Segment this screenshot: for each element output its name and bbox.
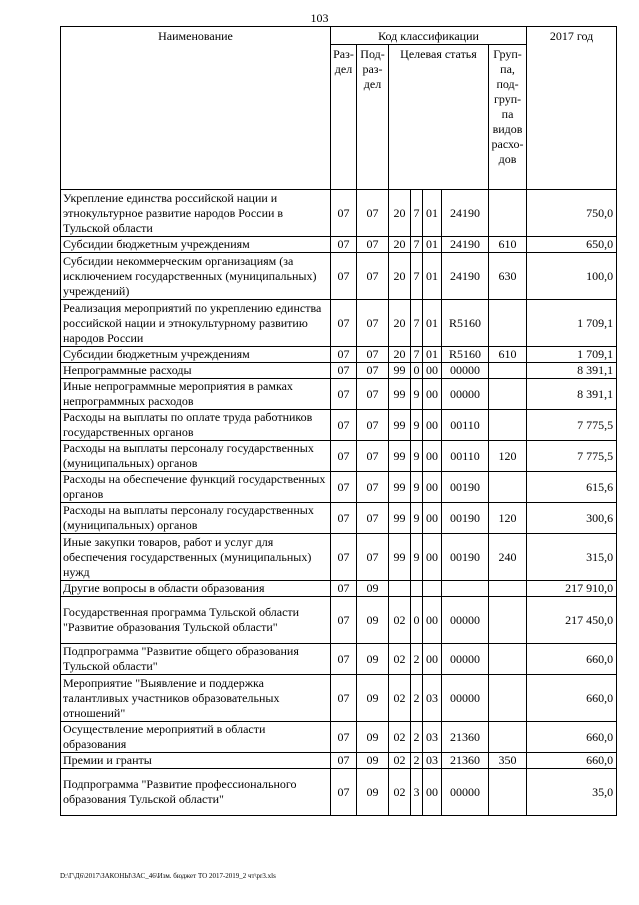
- row-amount: 650,0: [527, 237, 617, 253]
- row-expense-group: [489, 644, 527, 675]
- header-year: 2017 год: [527, 27, 617, 190]
- row-target-event: 00: [423, 503, 442, 534]
- row-target-direction: 21360: [442, 753, 489, 769]
- row-target-subprogram: 2: [411, 753, 423, 769]
- row-target-subprogram: 7: [411, 347, 423, 363]
- row-target-direction: 00000: [442, 379, 489, 410]
- header-podrazdel: Под- раз- дел: [357, 45, 389, 190]
- table-row: [61, 237, 617, 253]
- row-amount: 217 450,0: [527, 597, 617, 644]
- table-row: [61, 347, 617, 363]
- row-podrazdel: 09: [357, 675, 389, 722]
- header-target: Целевая статья: [389, 45, 489, 190]
- row-name: Мероприятие "Выявление и поддержка талантливых участников образовательных отношений": [61, 675, 331, 722]
- row-target-direction: 00000: [442, 597, 489, 644]
- row-amount: 100,0: [527, 253, 617, 300]
- row-razdel: 07: [331, 237, 357, 253]
- row-target-program: 02: [389, 675, 411, 722]
- row-name: Субсидии бюджетным учреждениям: [61, 347, 331, 363]
- row-target-event: 01: [423, 253, 442, 300]
- row-razdel: 07: [331, 534, 357, 581]
- row-target-program: 02: [389, 597, 411, 644]
- row-amount: 300,6: [527, 503, 617, 534]
- row-podrazdel: 07: [357, 300, 389, 347]
- row-amount: 8 391,1: [527, 363, 617, 379]
- table-row: [61, 410, 617, 441]
- row-target-program: 02: [389, 769, 411, 816]
- row-target-event: [423, 581, 442, 597]
- table-row: [61, 379, 617, 410]
- row-target-subprogram: 0: [411, 363, 423, 379]
- row-razdel: 07: [331, 363, 357, 379]
- row-amount: 315,0: [527, 534, 617, 581]
- row-razdel: 07: [331, 581, 357, 597]
- table-row: [61, 472, 617, 503]
- row-amount: 660,0: [527, 644, 617, 675]
- row-name: Расходы на выплаты персоналу государственных (муниципальных) органов: [61, 441, 331, 472]
- row-target-direction: 24190: [442, 237, 489, 253]
- row-razdel: 07: [331, 769, 357, 816]
- row-expense-group: 610: [489, 237, 527, 253]
- row-target-program: 99: [389, 441, 411, 472]
- row-target-direction: 00000: [442, 363, 489, 379]
- row-podrazdel: 07: [357, 441, 389, 472]
- row-razdel: 07: [331, 597, 357, 644]
- row-amount: 1 709,1: [527, 300, 617, 347]
- row-expense-group: [489, 769, 527, 816]
- table-row: [61, 300, 617, 347]
- row-target-direction: 21360: [442, 722, 489, 753]
- row-expense-group: [489, 722, 527, 753]
- row-target-subprogram: 2: [411, 644, 423, 675]
- row-target-event: 00: [423, 597, 442, 644]
- row-name: Расходы на обеспечение функций государственных органов: [61, 472, 331, 503]
- row-name: Подпрограмма "Развитие профессионального образования Тульской области": [61, 769, 331, 816]
- table-body: [61, 190, 617, 816]
- row-target-event: 00: [423, 769, 442, 816]
- row-target-program: 02: [389, 753, 411, 769]
- row-target-direction: 00000: [442, 675, 489, 722]
- row-podrazdel: 07: [357, 472, 389, 503]
- row-podrazdel: 07: [357, 190, 389, 237]
- row-amount: 660,0: [527, 722, 617, 753]
- row-amount: 7 775,5: [527, 441, 617, 472]
- row-target-direction: 00110: [442, 441, 489, 472]
- table-row: [61, 190, 617, 237]
- header-group: Груп- па, под- груп- па видов расхо- дов: [489, 45, 527, 190]
- row-target-program: 20: [389, 347, 411, 363]
- row-target-event: 00: [423, 410, 442, 441]
- row-target-program: 02: [389, 722, 411, 753]
- row-expense-group: [489, 300, 527, 347]
- table-row: [61, 753, 617, 769]
- row-podrazdel: 09: [357, 597, 389, 644]
- table-row: [61, 722, 617, 753]
- row-podrazdel: 07: [357, 410, 389, 441]
- row-target-program: 20: [389, 190, 411, 237]
- row-expense-group: [489, 190, 527, 237]
- row-target-direction: R5160: [442, 347, 489, 363]
- row-razdel: 07: [331, 190, 357, 237]
- row-name: Другие вопросы в области образования: [61, 581, 331, 597]
- row-podrazdel: 09: [357, 581, 389, 597]
- row-podrazdel: 07: [357, 253, 389, 300]
- row-name: Иные закупки товаров, работ и услуг для обеспечения государственных (муниципальных) нужд: [61, 534, 331, 581]
- row-target-program: 99: [389, 534, 411, 581]
- row-podrazdel: 07: [357, 379, 389, 410]
- row-razdel: 07: [331, 300, 357, 347]
- row-podrazdel: 07: [357, 347, 389, 363]
- row-razdel: 07: [331, 644, 357, 675]
- row-target-subprogram: 7: [411, 253, 423, 300]
- row-target-direction: 00190: [442, 503, 489, 534]
- row-target-program: 20: [389, 253, 411, 300]
- row-name: Субсидии некоммерческим организациям (за исключением государственных (муниципальных) учреждений): [61, 253, 331, 300]
- table-row: [61, 503, 617, 534]
- row-target-direction: 00190: [442, 534, 489, 581]
- row-expense-group: 240: [489, 534, 527, 581]
- row-target-subprogram: 7: [411, 190, 423, 237]
- row-target-program: 99: [389, 503, 411, 534]
- row-expense-group: [489, 472, 527, 503]
- row-target-subprogram: 7: [411, 300, 423, 347]
- row-target-event: 01: [423, 190, 442, 237]
- table-row: [61, 597, 617, 644]
- row-amount: 750,0: [527, 190, 617, 237]
- table-row: [61, 644, 617, 675]
- row-target-subprogram: 9: [411, 410, 423, 441]
- row-name: Укрепление единства российской нации и этнокультурное развитие народов России в Тульской области: [61, 190, 331, 237]
- row-amount: 35,0: [527, 769, 617, 816]
- row-target-subprogram: 7: [411, 237, 423, 253]
- row-target-event: 03: [423, 675, 442, 722]
- row-podrazdel: 09: [357, 753, 389, 769]
- row-target-program: [389, 581, 411, 597]
- row-podrazdel: 07: [357, 237, 389, 253]
- row-target-event: 01: [423, 237, 442, 253]
- row-target-event: 01: [423, 347, 442, 363]
- row-target-subprogram: [411, 581, 423, 597]
- row-podrazdel: 09: [357, 769, 389, 816]
- row-target-event: 00: [423, 363, 442, 379]
- row-target-direction: 24190: [442, 190, 489, 237]
- row-amount: 217 910,0: [527, 581, 617, 597]
- row-expense-group: [489, 363, 527, 379]
- row-target-program: 99: [389, 410, 411, 441]
- row-target-subprogram: 9: [411, 472, 423, 503]
- row-target-event: 03: [423, 753, 442, 769]
- table-row: [61, 253, 617, 300]
- row-name: Подпрограмма "Развитие общего образования Тульской области": [61, 644, 331, 675]
- row-target-subprogram: 9: [411, 534, 423, 581]
- row-expense-group: [489, 410, 527, 441]
- row-podrazdel: 07: [357, 503, 389, 534]
- row-target-direction: 00110: [442, 410, 489, 441]
- row-target-program: 20: [389, 237, 411, 253]
- row-razdel: 07: [331, 379, 357, 410]
- row-target-event: 00: [423, 534, 442, 581]
- row-name: Иные непрограммные мероприятия в рамках непрограммных расходов: [61, 379, 331, 410]
- row-amount: 1 709,1: [527, 347, 617, 363]
- header-razdel: Раз- дел: [331, 45, 357, 190]
- row-expense-group: [489, 597, 527, 644]
- row-expense-group: [489, 675, 527, 722]
- row-target-event: 03: [423, 722, 442, 753]
- row-target-subprogram: 9: [411, 503, 423, 534]
- row-target-subprogram: 2: [411, 675, 423, 722]
- row-target-event: 00: [423, 644, 442, 675]
- row-target-direction: 00000: [442, 644, 489, 675]
- row-target-event: 01: [423, 300, 442, 347]
- row-name: Расходы на выплаты персоналу государственных (муниципальных) органов: [61, 503, 331, 534]
- row-target-program: 99: [389, 363, 411, 379]
- row-target-direction: [442, 581, 489, 597]
- row-name: Реализация мероприятий по укреплению единства российской нации и этнокультурному развитию народов России: [61, 300, 331, 347]
- row-expense-group: [489, 379, 527, 410]
- row-razdel: 07: [331, 410, 357, 441]
- row-razdel: 07: [331, 441, 357, 472]
- row-target-program: 99: [389, 379, 411, 410]
- row-target-subprogram: 9: [411, 379, 423, 410]
- row-expense-group: [489, 581, 527, 597]
- row-amount: 615,6: [527, 472, 617, 503]
- row-expense-group: 120: [489, 503, 527, 534]
- row-target-event: 00: [423, 472, 442, 503]
- row-razdel: 07: [331, 722, 357, 753]
- row-name: Премии и гранты: [61, 753, 331, 769]
- table-row: [61, 534, 617, 581]
- row-target-program: 02: [389, 644, 411, 675]
- table-row: [61, 363, 617, 379]
- row-name: Субсидии бюджетным учреждениям: [61, 237, 331, 253]
- file-path-footer: D:\Г\Д6\2017\ЗАКОНЫ\ЗАС_46\Изм. бюджет ТО 2017-2019_2 чт\pr3.xls: [60, 872, 276, 880]
- row-razdel: 07: [331, 503, 357, 534]
- row-amount: 660,0: [527, 753, 617, 769]
- row-target-direction: 00000: [442, 769, 489, 816]
- row-target-subprogram: 0: [411, 597, 423, 644]
- table-row: [61, 581, 617, 597]
- row-target-program: 20: [389, 300, 411, 347]
- row-target-direction: 24190: [442, 253, 489, 300]
- budget-table: [60, 26, 617, 816]
- row-target-subprogram: 9: [411, 441, 423, 472]
- row-name: Осуществление мероприятий в области образования: [61, 722, 331, 753]
- row-amount: 8 391,1: [527, 379, 617, 410]
- row-target-direction: 00190: [442, 472, 489, 503]
- row-razdel: 07: [331, 675, 357, 722]
- header-name: Наименование: [61, 27, 331, 190]
- row-name: Непрограммные расходы: [61, 363, 331, 379]
- row-target-direction: R5160: [442, 300, 489, 347]
- row-razdel: 07: [331, 753, 357, 769]
- row-expense-group: 350: [489, 753, 527, 769]
- row-target-event: 00: [423, 379, 442, 410]
- row-expense-group: 630: [489, 253, 527, 300]
- row-podrazdel: 07: [357, 363, 389, 379]
- row-target-subprogram: 2: [411, 722, 423, 753]
- row-amount: 660,0: [527, 675, 617, 722]
- row-target-program: 99: [389, 472, 411, 503]
- row-podrazdel: 07: [357, 534, 389, 581]
- row-podrazdel: 09: [357, 722, 389, 753]
- row-target-subprogram: 3: [411, 769, 423, 816]
- header-classification: Код классификации: [331, 27, 527, 45]
- row-razdel: 07: [331, 253, 357, 300]
- row-razdel: 07: [331, 472, 357, 503]
- row-podrazdel: 09: [357, 644, 389, 675]
- table-row: [61, 769, 617, 816]
- row-target-event: 00: [423, 441, 442, 472]
- row-name: Расходы на выплаты по оплате труда работников государственных органов: [61, 410, 331, 441]
- table-row: [61, 441, 617, 472]
- row-expense-group: 610: [489, 347, 527, 363]
- table-row: [61, 675, 617, 722]
- row-amount: 7 775,5: [527, 410, 617, 441]
- row-razdel: 07: [331, 347, 357, 363]
- page-number: 103: [310, 11, 329, 25]
- row-expense-group: 120: [489, 441, 527, 472]
- row-name: Государственная программа Тульской области "Развитие образования Тульской области": [61, 597, 331, 644]
